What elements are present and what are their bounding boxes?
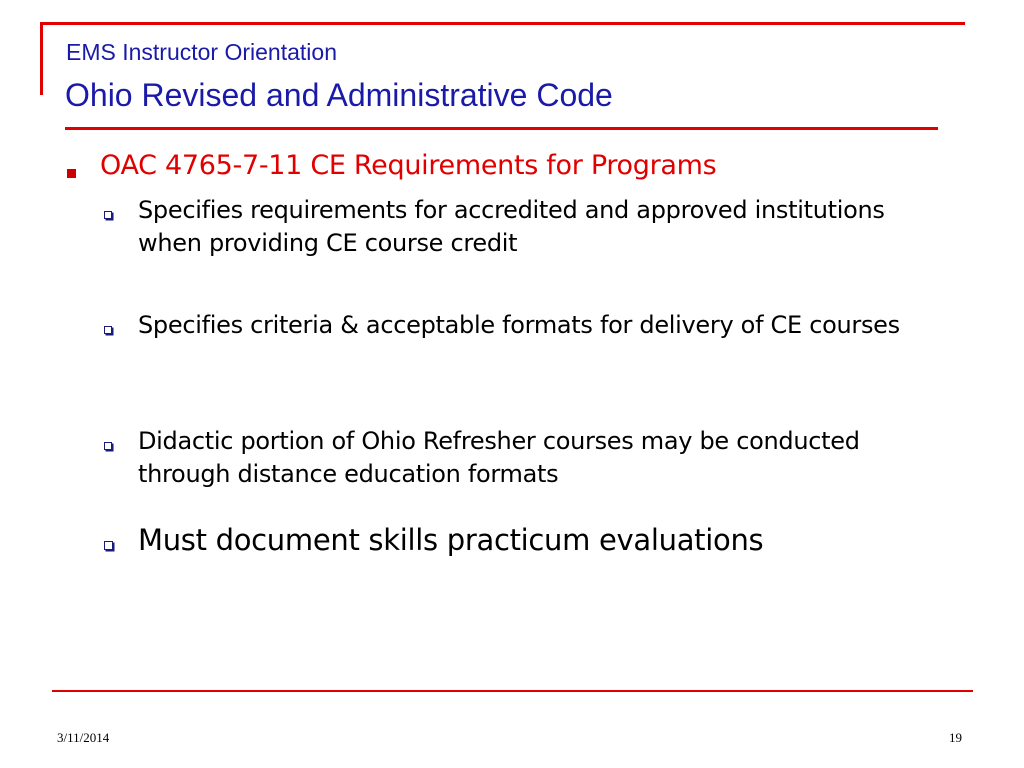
hollow-square-bullet-icon: [104, 442, 112, 450]
hollow-square-bullet-icon: [104, 326, 112, 334]
left-border-rule: [40, 22, 43, 95]
footer-date: 3/11/2014: [57, 730, 110, 745]
sub-bullet-4: Must document skills practicum evaluations: [138, 523, 764, 557]
main-bullet-text: OAC 4765-7-11 CE Requirements for Programs: [100, 150, 717, 181]
hollow-square-bullet-icon: [104, 541, 113, 550]
page-number: 19: [949, 730, 962, 745]
sub-bullet-1: Specifies requirements for accredited and approved institutions when providing CE course credit: [138, 196, 885, 257]
title-underline-rule: [65, 127, 938, 130]
sub-bullet-2: Specifies criteria & acceptable formats for delivery of CE courses: [138, 311, 900, 339]
footer-rule: [52, 690, 973, 692]
hollow-square-bullet-icon: [104, 211, 112, 219]
square-bullet-icon: [67, 169, 76, 178]
slide-title: Ohio Revised and Administrative Code: [65, 77, 613, 113]
sub-bullet-3: Didactic portion of Ohio Refresher courses may be conducted through distance education formats: [138, 427, 860, 488]
slide-subtitle: EMS Instructor Orientation: [66, 39, 337, 65]
top-border-rule: [40, 22, 965, 25]
